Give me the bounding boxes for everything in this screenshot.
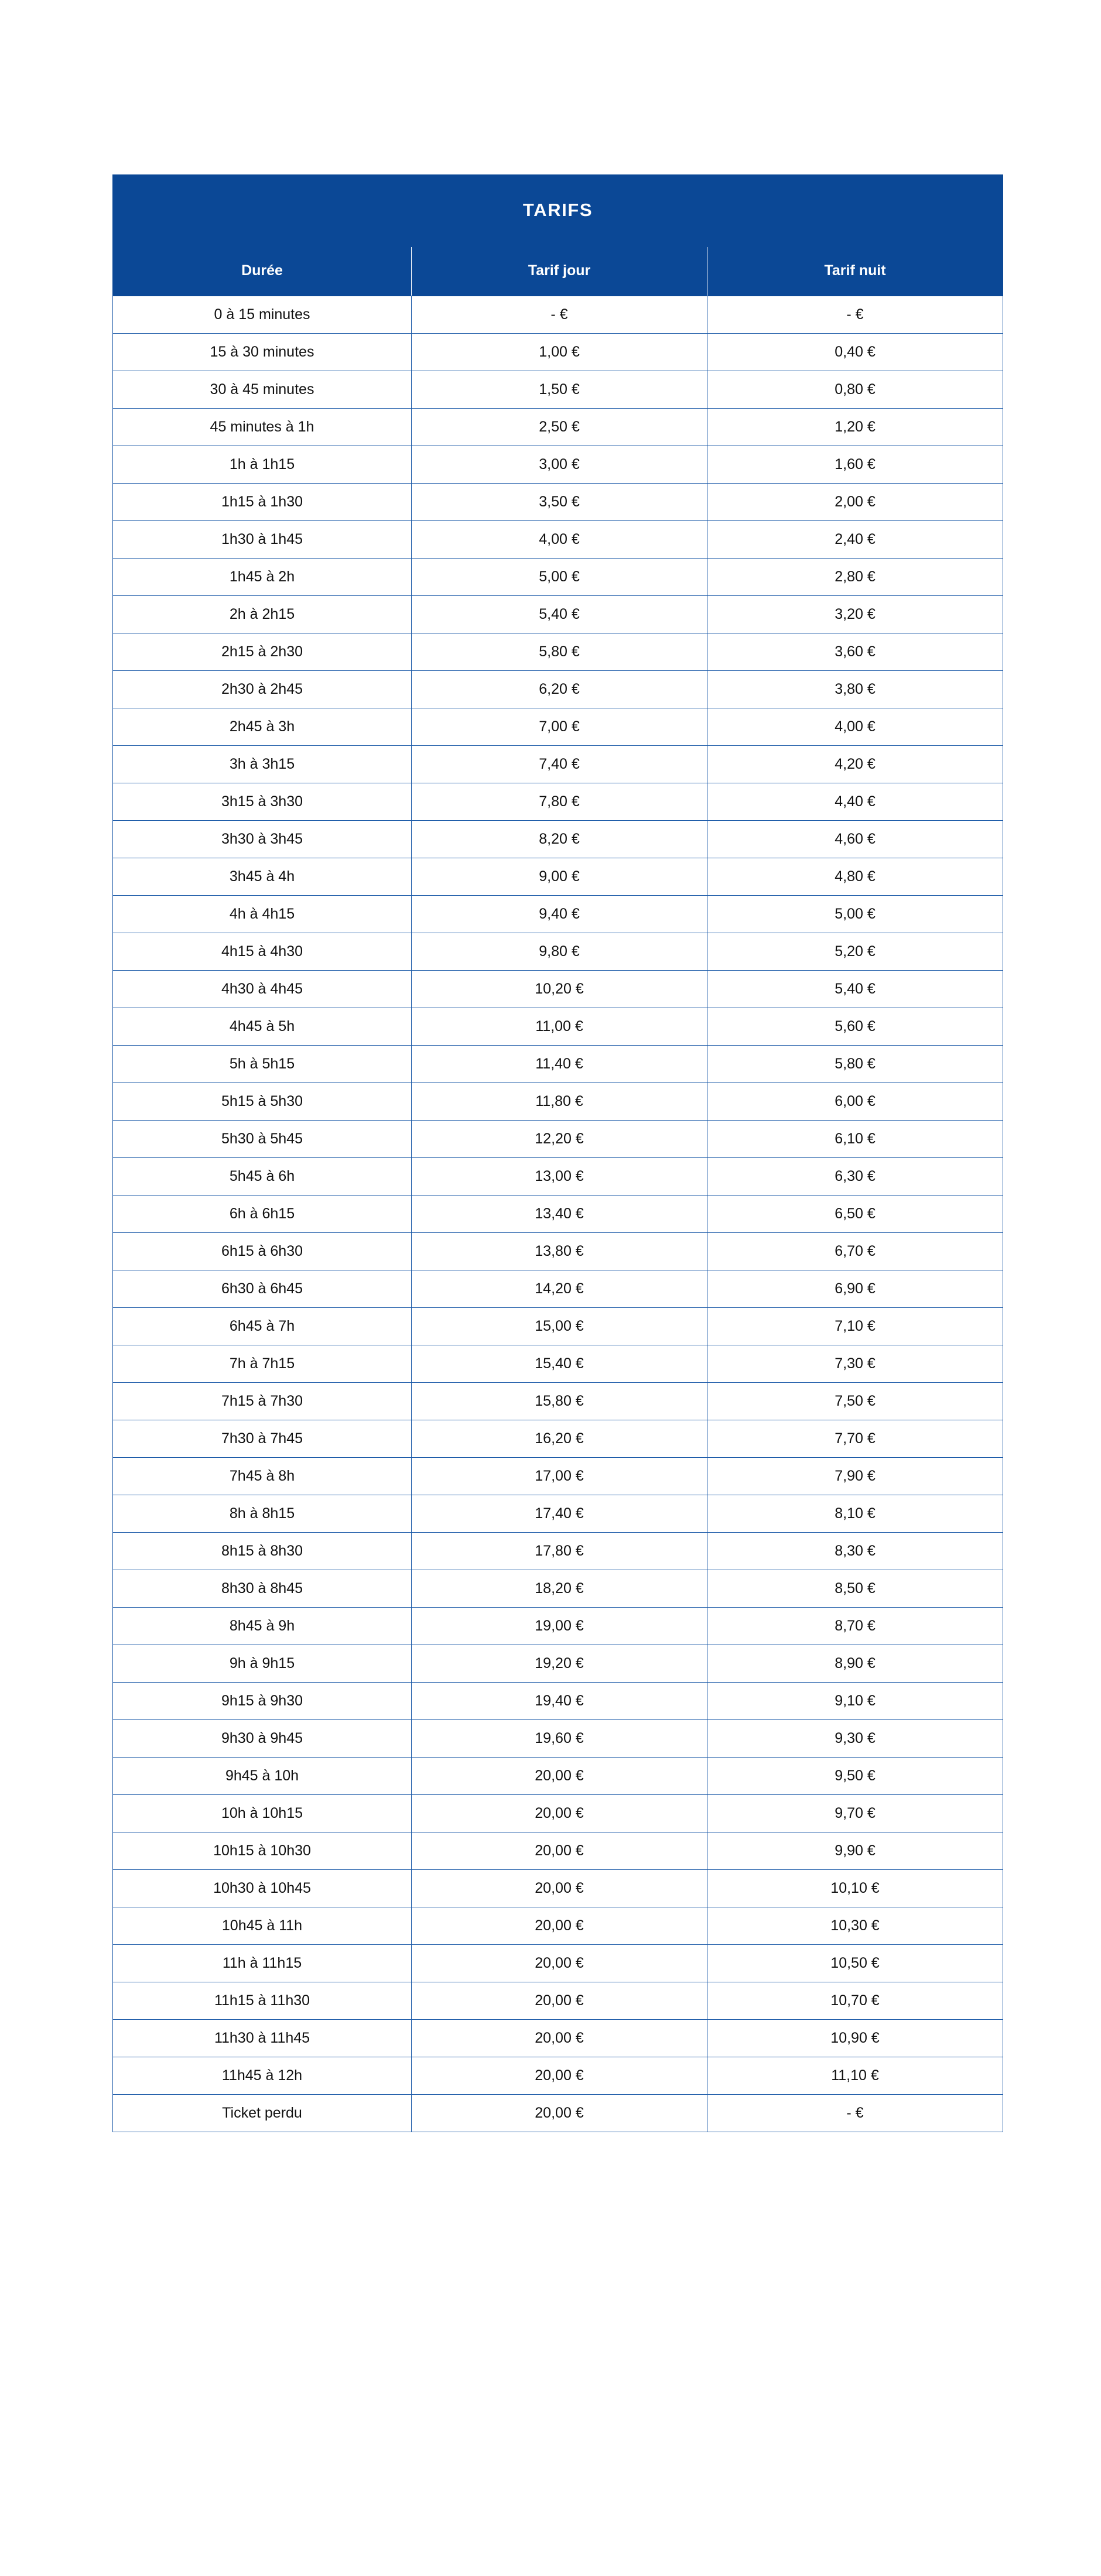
cell-tarif-nuit: 4,60 €	[707, 821, 1003, 858]
cell-tarif-nuit: 9,10 €	[707, 1683, 1003, 1720]
column-header-tarif-jour: Tarif jour	[412, 247, 707, 296]
cell-tarif-jour: 3,00 €	[412, 446, 707, 484]
cell-tarif-nuit: 8,10 €	[707, 1495, 1003, 1533]
cell-tarif-jour: 8,20 €	[412, 821, 707, 858]
tariff-table-container	[112, 174, 1003, 2132]
cell-tarif-jour: 20,00 €	[412, 2095, 707, 2132]
cell-tarif-jour: 11,80 €	[412, 1083, 707, 1121]
table-row	[113, 1720, 1003, 1758]
cell-duration: 3h15 à 3h30	[113, 783, 412, 821]
cell-tarif-nuit: 5,00 €	[707, 896, 1003, 933]
table-row	[113, 633, 1003, 671]
cell-tarif-jour: 20,00 €	[412, 1870, 707, 1907]
cell-duration: 8h15 à 8h30	[113, 1533, 412, 1570]
cell-tarif-jour: 14,20 €	[412, 1270, 707, 1308]
cell-tarif-nuit: 9,30 €	[707, 1720, 1003, 1758]
cell-tarif-jour: 20,00 €	[412, 1758, 707, 1795]
table-row	[113, 821, 1003, 858]
cell-tarif-nuit: 5,40 €	[707, 971, 1003, 1008]
cell-tarif-nuit: 2,00 €	[707, 484, 1003, 521]
cell-tarif-nuit: 7,30 €	[707, 1345, 1003, 1383]
cell-duration: 5h15 à 5h30	[113, 1083, 412, 1121]
cell-tarif-jour: 20,00 €	[412, 1945, 707, 1982]
cell-duration: 1h30 à 1h45	[113, 521, 412, 559]
cell-tarif-nuit: 4,00 €	[707, 708, 1003, 746]
table-row	[113, 521, 1003, 559]
cell-duration: 11h15 à 11h30	[113, 1982, 412, 2020]
cell-duration: 10h45 à 11h	[113, 1907, 412, 1945]
cell-duration: 4h15 à 4h30	[113, 933, 412, 971]
cell-tarif-jour: 20,00 €	[412, 2020, 707, 2057]
cell-duration: 10h30 à 10h45	[113, 1870, 412, 1907]
cell-duration: 3h45 à 4h	[113, 858, 412, 896]
cell-tarif-jour: 9,00 €	[412, 858, 707, 896]
cell-duration: 2h à 2h15	[113, 596, 412, 633]
cell-tarif-jour: 19,40 €	[412, 1683, 707, 1720]
table-row	[113, 671, 1003, 708]
cell-duration: 3h à 3h15	[113, 746, 412, 783]
table-row	[113, 1046, 1003, 1083]
cell-tarif-nuit: 10,50 €	[707, 1945, 1003, 1982]
cell-tarif-nuit: 10,90 €	[707, 2020, 1003, 2057]
cell-tarif-jour: 11,00 €	[412, 1008, 707, 1046]
cell-tarif-nuit: 3,80 €	[707, 671, 1003, 708]
cell-tarif-jour: 12,20 €	[412, 1121, 707, 1158]
table-row	[113, 2057, 1003, 2095]
table-row	[113, 1420, 1003, 1458]
table-row	[113, 1608, 1003, 1645]
cell-duration: 1h15 à 1h30	[113, 484, 412, 521]
cell-duration: 8h45 à 9h	[113, 1608, 412, 1645]
cell-tarif-nuit: 6,70 €	[707, 1233, 1003, 1270]
table-row	[113, 1458, 1003, 1495]
cell-duration: 8h30 à 8h45	[113, 1570, 412, 1608]
cell-tarif-jour: 17,00 €	[412, 1458, 707, 1495]
cell-tarif-jour: 18,20 €	[412, 1570, 707, 1608]
table-row	[113, 1683, 1003, 1720]
table-row	[113, 1907, 1003, 1945]
cell-tarif-nuit: 2,80 €	[707, 559, 1003, 596]
cell-duration: 4h à 4h15	[113, 896, 412, 933]
cell-tarif-nuit: 5,60 €	[707, 1008, 1003, 1046]
cell-duration: 6h30 à 6h45	[113, 1270, 412, 1308]
cell-duration: 11h45 à 12h	[113, 2057, 412, 2095]
cell-tarif-nuit: 6,00 €	[707, 1083, 1003, 1121]
cell-tarif-nuit: 5,80 €	[707, 1046, 1003, 1083]
cell-tarif-nuit: 7,90 €	[707, 1458, 1003, 1495]
table-body	[113, 296, 1003, 2132]
cell-duration: 1h à 1h15	[113, 446, 412, 484]
cell-tarif-jour: 13,00 €	[412, 1158, 707, 1195]
cell-tarif-nuit: 0,80 €	[707, 371, 1003, 409]
cell-tarif-nuit: 9,90 €	[707, 1832, 1003, 1870]
cell-tarif-nuit: 3,20 €	[707, 596, 1003, 633]
cell-duration: 3h30 à 3h45	[113, 821, 412, 858]
column-header-duree: Durée	[113, 247, 412, 296]
cell-tarif-nuit: 8,90 €	[707, 1645, 1003, 1683]
cell-tarif-nuit: 9,70 €	[707, 1795, 1003, 1832]
table-row	[113, 1083, 1003, 1121]
table-title-row	[113, 175, 1003, 247]
cell-duration: 5h30 à 5h45	[113, 1121, 412, 1158]
cell-tarif-jour: 20,00 €	[412, 1832, 707, 1870]
cell-duration: 1h45 à 2h	[113, 559, 412, 596]
cell-duration: 6h à 6h15	[113, 1195, 412, 1233]
cell-tarif-nuit: 10,70 €	[707, 1982, 1003, 2020]
cell-tarif-jour: 20,00 €	[412, 2057, 707, 2095]
cell-tarif-nuit: 7,50 €	[707, 1383, 1003, 1420]
cell-tarif-nuit: 4,20 €	[707, 746, 1003, 783]
cell-tarif-nuit: 9,50 €	[707, 1758, 1003, 1795]
cell-tarif-jour: 19,00 €	[412, 1608, 707, 1645]
cell-tarif-nuit: 8,70 €	[707, 1608, 1003, 1645]
cell-tarif-jour: 15,40 €	[412, 1345, 707, 1383]
table-row	[113, 1795, 1003, 1832]
table-row	[113, 371, 1003, 409]
cell-tarif-jour: 5,00 €	[412, 559, 707, 596]
cell-tarif-jour: 17,80 €	[412, 1533, 707, 1570]
table-row	[113, 2095, 1003, 2132]
cell-tarif-nuit: 6,30 €	[707, 1158, 1003, 1195]
table-row	[113, 1495, 1003, 1533]
cell-tarif-jour: 7,40 €	[412, 746, 707, 783]
cell-tarif-nuit: 10,30 €	[707, 1907, 1003, 1945]
cell-duration: 30 à 45 minutes	[113, 371, 412, 409]
cell-tarif-jour: 20,00 €	[412, 1795, 707, 1832]
cell-tarif-nuit: 6,50 €	[707, 1195, 1003, 1233]
cell-tarif-jour: 17,40 €	[412, 1495, 707, 1533]
cell-tarif-nuit: 2,40 €	[707, 521, 1003, 559]
column-header-row	[113, 247, 1003, 296]
cell-tarif-nuit: 11,10 €	[707, 2057, 1003, 2095]
table-row	[113, 409, 1003, 446]
table-row	[113, 1308, 1003, 1345]
cell-tarif-jour: 9,80 €	[412, 933, 707, 971]
cell-tarif-nuit: 4,80 €	[707, 858, 1003, 896]
table-row	[113, 1870, 1003, 1907]
cell-duration: 7h15 à 7h30	[113, 1383, 412, 1420]
table-title: TARIFS	[113, 175, 1003, 247]
column-header-tarif-nuit: Tarif nuit	[707, 247, 1003, 296]
cell-duration: 4h45 à 5h	[113, 1008, 412, 1046]
cell-tarif-nuit: 5,20 €	[707, 933, 1003, 971]
table-row	[113, 1345, 1003, 1383]
cell-tarif-jour: 13,40 €	[412, 1195, 707, 1233]
cell-duration: 4h30 à 4h45	[113, 971, 412, 1008]
cell-duration: 7h à 7h15	[113, 1345, 412, 1383]
cell-tarif-nuit: 6,10 €	[707, 1121, 1003, 1158]
table-row	[113, 971, 1003, 1008]
cell-duration: 5h à 5h15	[113, 1046, 412, 1083]
tariff-table	[112, 174, 1003, 2132]
table-row	[113, 1645, 1003, 1683]
cell-tarif-jour: 19,60 €	[412, 1720, 707, 1758]
cell-duration: 2h30 à 2h45	[113, 671, 412, 708]
table-row	[113, 1758, 1003, 1795]
cell-tarif-jour: 13,80 €	[412, 1233, 707, 1270]
cell-tarif-nuit: 1,60 €	[707, 446, 1003, 484]
cell-duration: 7h30 à 7h45	[113, 1420, 412, 1458]
cell-tarif-jour: 9,40 €	[412, 896, 707, 933]
cell-duration: 6h45 à 7h	[113, 1308, 412, 1345]
cell-tarif-jour: 7,00 €	[412, 708, 707, 746]
table-row	[113, 484, 1003, 521]
cell-tarif-jour: 3,50 €	[412, 484, 707, 521]
cell-tarif-nuit: 7,10 €	[707, 1308, 1003, 1345]
table-row	[113, 1533, 1003, 1570]
cell-tarif-jour: 15,80 €	[412, 1383, 707, 1420]
cell-duration: 5h45 à 6h	[113, 1158, 412, 1195]
cell-tarif-nuit: - €	[707, 2095, 1003, 2132]
cell-tarif-jour: 10,20 €	[412, 971, 707, 1008]
cell-duration: 9h45 à 10h	[113, 1758, 412, 1795]
cell-tarif-jour: 2,50 €	[412, 409, 707, 446]
cell-tarif-nuit: 1,20 €	[707, 409, 1003, 446]
table-row	[113, 1270, 1003, 1308]
cell-tarif-jour: 7,80 €	[412, 783, 707, 821]
cell-duration: 8h à 8h15	[113, 1495, 412, 1533]
cell-tarif-jour: - €	[412, 296, 707, 334]
cell-tarif-jour: 5,80 €	[412, 633, 707, 671]
table-row	[113, 933, 1003, 971]
table-row	[113, 296, 1003, 334]
table-row	[113, 896, 1003, 933]
cell-duration: 2h15 à 2h30	[113, 633, 412, 671]
cell-duration: 11h à 11h15	[113, 1945, 412, 1982]
table-row	[113, 708, 1003, 746]
cell-duration: 0 à 15 minutes	[113, 296, 412, 334]
table-row	[113, 2020, 1003, 2057]
table-row	[113, 1008, 1003, 1046]
table-row	[113, 446, 1003, 484]
cell-tarif-jour: 15,00 €	[412, 1308, 707, 1345]
cell-tarif-nuit: 3,60 €	[707, 633, 1003, 671]
table-row	[113, 596, 1003, 633]
table-header	[113, 175, 1003, 296]
table-row	[113, 1121, 1003, 1158]
table-row	[113, 334, 1003, 371]
cell-tarif-jour: 1,50 €	[412, 371, 707, 409]
cell-tarif-jour: 4,00 €	[412, 521, 707, 559]
cell-duration: 9h15 à 9h30	[113, 1683, 412, 1720]
cell-tarif-nuit: 8,30 €	[707, 1533, 1003, 1570]
cell-tarif-nuit: 10,10 €	[707, 1870, 1003, 1907]
table-row	[113, 858, 1003, 896]
cell-duration: 9h à 9h15	[113, 1645, 412, 1683]
cell-duration: 15 à 30 minutes	[113, 334, 412, 371]
cell-tarif-jour: 6,20 €	[412, 671, 707, 708]
cell-tarif-jour: 1,00 €	[412, 334, 707, 371]
cell-tarif-jour: 16,20 €	[412, 1420, 707, 1458]
table-row	[113, 1570, 1003, 1608]
cell-tarif-nuit: 0,40 €	[707, 334, 1003, 371]
table-row	[113, 1832, 1003, 1870]
cell-tarif-nuit: 4,40 €	[707, 783, 1003, 821]
cell-duration: 2h45 à 3h	[113, 708, 412, 746]
cell-duration: 10h15 à 10h30	[113, 1832, 412, 1870]
cell-duration: 7h45 à 8h	[113, 1458, 412, 1495]
table-row	[113, 1233, 1003, 1270]
table-row	[113, 1195, 1003, 1233]
cell-tarif-nuit: 7,70 €	[707, 1420, 1003, 1458]
cell-tarif-nuit: - €	[707, 296, 1003, 334]
table-row	[113, 1945, 1003, 1982]
table-row	[113, 1383, 1003, 1420]
cell-tarif-jour: 20,00 €	[412, 1982, 707, 2020]
cell-duration: Ticket perdu	[113, 2095, 412, 2132]
table-row	[113, 1982, 1003, 2020]
cell-tarif-jour: 11,40 €	[412, 1046, 707, 1083]
table-row	[113, 559, 1003, 596]
cell-tarif-nuit: 6,90 €	[707, 1270, 1003, 1308]
cell-tarif-nuit: 8,50 €	[707, 1570, 1003, 1608]
cell-duration: 45 minutes à 1h	[113, 409, 412, 446]
cell-duration: 10h à 10h15	[113, 1795, 412, 1832]
cell-duration: 9h30 à 9h45	[113, 1720, 412, 1758]
table-row	[113, 746, 1003, 783]
cell-tarif-jour: 5,40 €	[412, 596, 707, 633]
cell-tarif-jour: 19,20 €	[412, 1645, 707, 1683]
cell-duration: 6h15 à 6h30	[113, 1233, 412, 1270]
table-row	[113, 783, 1003, 821]
cell-duration: 11h30 à 11h45	[113, 2020, 412, 2057]
cell-tarif-jour: 20,00 €	[412, 1907, 707, 1945]
table-row	[113, 1158, 1003, 1195]
